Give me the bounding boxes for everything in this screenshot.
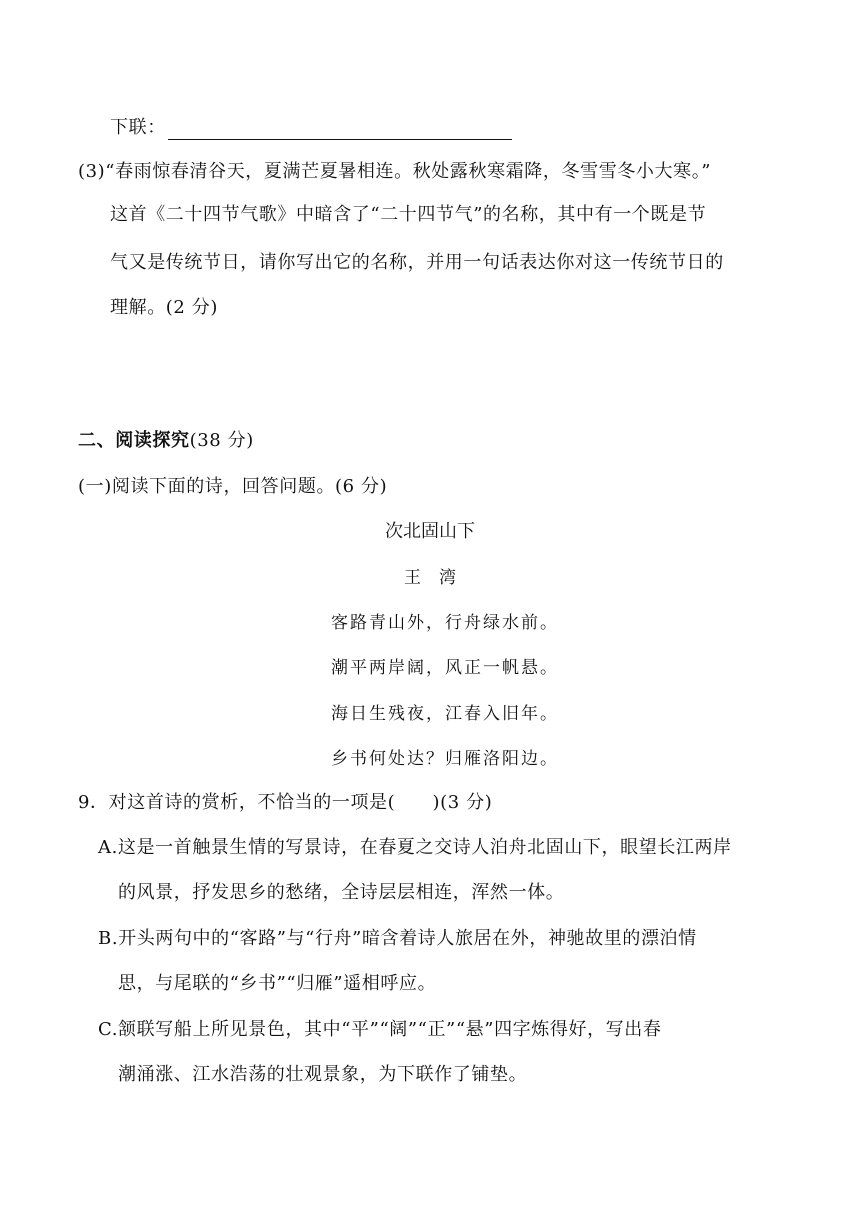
option-a-line-2: 的风景，抒发思乡的愁绪，全诗层层相连，浑然一体。 bbox=[118, 882, 565, 903]
option-b-line-1: B.开头两句中的“客路”与“行舟”暗含着诗人旅居在外，神驰故里的漂泊情 bbox=[98, 928, 697, 949]
poem-line: 客路青山外，行舟绿水前。 bbox=[331, 613, 559, 633]
poem-author: 王湾 bbox=[404, 568, 474, 588]
couplet-answer-label: 下联： bbox=[110, 117, 166, 138]
section-heading-title: 二、阅读探究 bbox=[78, 430, 190, 451]
question-3-line-3: 气又是传统节日，请你写出它的名称，并用一句话表达你对这一传统节日的 bbox=[110, 252, 724, 273]
poem-line: 海日生残夜，江春入旧年。 bbox=[331, 704, 559, 724]
option-c-line-1: C.颔联写船上所见景色，其中“平”“阔”“正”“悬”四字炼得好，写出春 bbox=[98, 1019, 662, 1040]
section-heading bbox=[78, 429, 254, 453]
answer-blank[interactable] bbox=[168, 121, 512, 140]
option-b-line-2: 思，与尾联的“乡书”“归雁”遥相呼应。 bbox=[118, 973, 437, 994]
option-a-line-1: A.这是一首触景生情的写景诗，在春夏之交诗人泊舟北固山下，眼望长江两岸 bbox=[98, 837, 732, 858]
couplet-answer-line bbox=[110, 116, 512, 140]
option-c-line-2: 潮涌涨、江水浩荡的壮观景象，为下联作了铺垫。 bbox=[118, 1064, 528, 1085]
question-3-line-2: 这首《二十四节气歌》中暗含了“二十四节气”的名称，其中有一个既是节 bbox=[110, 204, 707, 225]
poem-line: 潮平两岸阔，风正一帆悬。 bbox=[331, 658, 559, 678]
section-heading-score: (38 分) bbox=[189, 430, 254, 451]
question-3-line-1: (3)“春雨惊春清谷天，夏满芒夏暑相连。秋处露秋寒霜降，冬雪雪冬小大寒。” bbox=[78, 161, 712, 182]
poem-title: 次北固山下 bbox=[385, 521, 475, 542]
poem-line: 乡书何处达？归雁洛阳边。 bbox=[331, 749, 559, 769]
sub-section-heading: (一)阅读下面的诗，回答问题。(6 分) bbox=[78, 476, 388, 497]
question-3-line-4: 理解。(2 分) bbox=[110, 297, 219, 318]
question-9-stem: 9．对这首诗的赏析，不恰当的一项是( )(3 分) bbox=[78, 792, 493, 813]
